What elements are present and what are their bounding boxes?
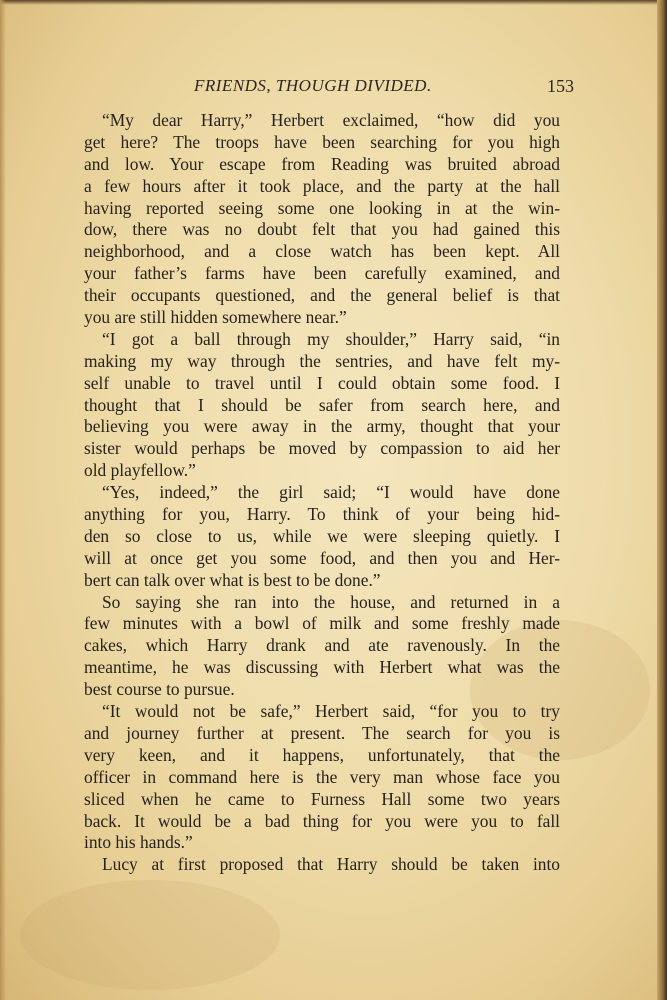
text-line: “My dear Harry,” Herbert exclaimed, “how did you xyxy=(102,110,560,130)
text-line: your father’s farms have been carefully examined, and xyxy=(84,263,560,284)
text-line: So saying she ran into the house, and returned in a xyxy=(102,591,560,612)
text-line: “It would not be safe,” Herbert said, “for you to try xyxy=(102,701,560,722)
page-top-edge xyxy=(0,0,667,5)
text-line: neighborhood, and a close watch has been kept. All xyxy=(84,241,560,262)
page-header xyxy=(84,76,574,102)
text-line: having reported seeing some one looking in at the win- xyxy=(84,197,560,218)
text-line: believing you were away in the army, thought that your xyxy=(84,416,560,437)
text-line: making my way through the sentries, and have felt my- xyxy=(84,350,560,371)
text-line: back. It would be a bad thing for you were you to fall xyxy=(84,810,560,831)
page-right-edge xyxy=(657,0,667,1000)
text-line: best course to pursue. xyxy=(84,679,235,700)
text-line: sliced when he came to Furness Hall some two years xyxy=(84,788,560,809)
text-line: “Yes, indeed,” the girl said; “I would have done xyxy=(102,482,560,503)
paper-stain xyxy=(20,880,280,990)
text-line: officer in command here is the very man whose face you xyxy=(84,766,560,787)
text-line: their occupants questioned, and the general belief is that xyxy=(84,285,560,306)
text-line: bert can talk over what is best to be done.” xyxy=(84,569,381,590)
text-line: cakes, which Harry drank and ate ravenously. In the xyxy=(84,635,560,656)
text-line: old playfellow.” xyxy=(84,460,196,481)
text-line: and journey further at present. The search for you is xyxy=(84,722,560,743)
text-line: will at once get you some food, and then you and Her- xyxy=(84,547,560,568)
text-line: get here? The troops have been searching for you high xyxy=(84,131,560,152)
text-line: you are still hidden somewhere near.” xyxy=(84,307,347,328)
text-line: den so close to us, while we were sleeping quietly. I xyxy=(84,525,560,546)
text-line: and low. Your escape from Reading was bruited abroad xyxy=(84,153,560,174)
running-title: FRIENDS, THOUGH DIVIDED. xyxy=(194,76,432,95)
text-line: self unable to travel until I could obtain some food. I xyxy=(84,372,560,393)
text-line: sister would perhaps be moved by compassion to aid her xyxy=(84,438,560,459)
page-number: 153 xyxy=(547,76,574,96)
text-line: anything for you, Harry. To think of your being hid- xyxy=(84,504,560,525)
text-line: Lucy at first proposed that Harry should be taken into xyxy=(102,854,560,875)
text-line: meantime, he was discussing with Herbert what was the xyxy=(84,657,560,678)
text-line: thought that I should be safer from search here, and xyxy=(84,394,560,415)
text-line: a few hours after it took place, and the party at the hall xyxy=(84,175,560,196)
text-line: into his hands.” xyxy=(84,832,193,853)
text-line: dow, there was no doubt felt that you had gained this xyxy=(84,219,560,240)
text-line: very keen, and it happens, unfortunately, that the xyxy=(84,744,560,765)
page-left-edge xyxy=(0,0,6,1000)
text-line: “I got a ball through my shoulder,” Harry said, “in xyxy=(102,328,560,349)
body-text xyxy=(84,110,560,876)
text-line: few minutes with a bowl of milk and some freshly made xyxy=(84,613,560,634)
